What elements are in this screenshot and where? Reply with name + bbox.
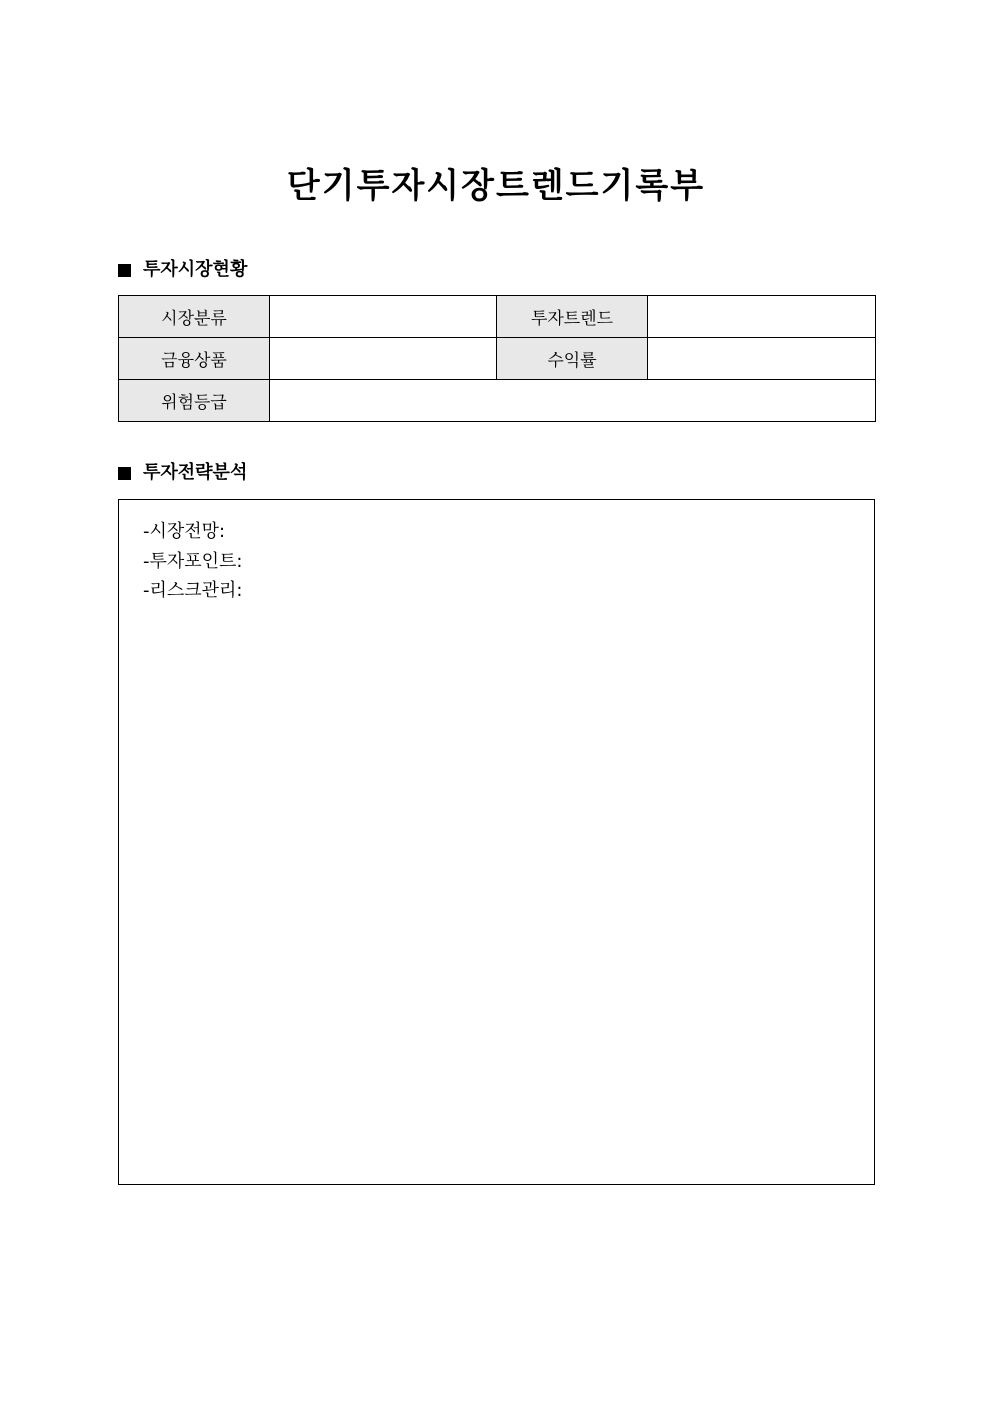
risk-grade-field[interactable]	[270, 380, 876, 422]
financial-product-field[interactable]	[270, 338, 497, 380]
document-title: 단기투자시장트렌드기록부	[286, 166, 706, 206]
table-row	[119, 380, 876, 422]
investment-point-line: -투자포인트:	[143, 550, 243, 572]
section-heading-strategy	[118, 461, 247, 485]
market-category-field[interactable]	[270, 296, 497, 338]
return-rate-label: 수익률	[497, 338, 648, 380]
market-status-table	[118, 295, 876, 422]
investment-trend-label: 투자트렌드	[497, 296, 648, 338]
section-heading-label: 투자시장현황	[143, 259, 248, 280]
investment-trend-field[interactable]	[648, 296, 876, 338]
table-row	[119, 338, 876, 380]
table-row	[119, 296, 876, 338]
risk-grade-label: 위험등급	[119, 380, 270, 422]
section-heading-market-status	[118, 258, 247, 282]
market-outlook-line: -시장전망:	[143, 521, 226, 542]
section-heading-label: 투자전략분석	[143, 462, 248, 483]
square-bullet-icon	[118, 264, 131, 277]
market-category-label: 시장분류	[119, 296, 270, 338]
return-rate-field[interactable]	[648, 338, 876, 380]
strategy-analysis-box[interactable]	[118, 499, 875, 1185]
square-bullet-icon	[118, 467, 131, 480]
financial-product-label: 금융상품	[119, 338, 270, 380]
risk-management-line: -리스크관리:	[143, 580, 243, 601]
strategy-lines	[143, 517, 243, 606]
